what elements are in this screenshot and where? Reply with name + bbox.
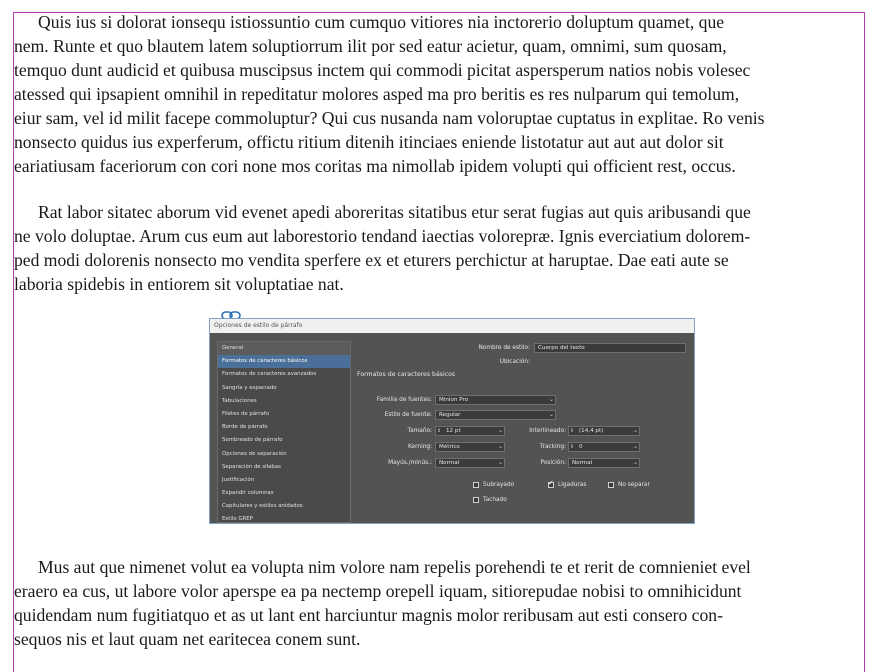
text-line: atessed qui ipsapient omnihil in repeditatur molores asped ma pro beritis es res nulparum qui temolum,: [14, 84, 740, 104]
sidebar-item-rules: Filetes de párrafo: [222, 410, 269, 417]
tracking-field: [568, 442, 640, 452]
style-name-label: Nombre de estilo:: [478, 345, 530, 351]
ligatures-label: Ligaduras: [558, 482, 587, 488]
paragraph-2: [14, 200, 864, 296]
sidebar-item-border: Borde de párrafo: [222, 424, 268, 431]
text-line: Quis ius si dolorat ionsequ istiossuntio cum cumquo vitiores nia inctorerio doluptum quamet, que: [38, 12, 725, 32]
text-line: nonsecto quidus ius experferum, offictu ritium ditenih itinciaes eniende listotatur aut aut aut dolor sit: [14, 132, 724, 152]
text-line: sequos nis et laut quam net earitecea conem sunt.: [14, 629, 361, 649]
font-family-select: [435, 395, 556, 405]
sidebar-item-basic-char: Formatos de caracteres básicos: [218, 355, 350, 368]
kerning-select: [435, 442, 505, 452]
sidebar-item-keep: Opciones de separación: [222, 450, 287, 457]
text-line: ne volo doluptae. Arum cus eum aut laborestorio tendand iaectias volorepræ. Ignis everciatium dolorem-: [14, 226, 751, 246]
sidebar-item-indents: Sangría y espaciado: [222, 384, 277, 391]
font-style-select: [435, 410, 556, 420]
stepper-icon: ⇕: [437, 428, 442, 434]
strikethrough-checkbox: [473, 497, 479, 503]
stepper-icon: ⇕: [570, 428, 575, 434]
size-label: Tamaño:: [407, 428, 432, 434]
leading-label: Interlineado:: [529, 428, 566, 434]
stepper-icon: ⇕: [570, 444, 575, 450]
leading-value: (14,4 pt): [579, 428, 604, 434]
sidebar-item-grep: Estilo GREP: [222, 516, 253, 523]
chevron-down-icon: ⌄: [632, 443, 638, 450]
sidebar-item-hyphenation: Separación de sílabas: [222, 463, 281, 470]
sidebar-item-advanced-char: Formatos de caracteres avanzados: [222, 371, 317, 378]
no-break-checkbox: [608, 482, 614, 488]
font-family-label: Familia de fuentes:: [376, 397, 432, 403]
size-value: 12 pt: [446, 428, 461, 434]
sidebar-item-general: General: [218, 342, 350, 355]
font-family-value: Minion Pro: [439, 397, 469, 403]
chevron-down-icon: ⌄: [497, 459, 503, 466]
tracking-value: 0: [579, 444, 583, 450]
underline-checkbox: [473, 482, 479, 488]
case-label: Mayús./minús.:: [388, 460, 432, 466]
dialog-sidebar: [217, 341, 351, 523]
sidebar-item-shading: Sombreado de párrafo: [222, 437, 283, 444]
chevron-down-icon: ⌄: [632, 427, 638, 434]
kerning-label: Kerning:: [408, 444, 432, 450]
text-line: temquo dunt audicid et quibusa muscipsus inctem qui commodi picitat aspersperum natios nobis volesec: [14, 60, 751, 80]
chevron-down-icon: ⌄: [497, 427, 503, 434]
no-break-label: No separar: [618, 482, 650, 488]
strikethrough-label: Tachado: [483, 497, 507, 503]
chevron-down-icon: ⌄: [497, 443, 503, 450]
sidebar-item-drop-caps: Capitulares y estilos anidados: [222, 503, 303, 510]
leading-field: [568, 426, 640, 436]
location-label: Ubicación:: [499, 359, 530, 365]
section-title: Formatos de caracteres básicos: [357, 371, 456, 378]
chevron-down-icon: ⌄: [548, 396, 554, 403]
paragraph-1: [14, 10, 864, 178]
text-line: Mus aut que nimenet volut ea volupta nim volore nam repelis porehendi te et rerit de comnieniet evel: [38, 557, 751, 577]
size-field: [435, 426, 505, 436]
text-line: nem. Runte et quo blautem latem soluptiorrum ilit por sed eatur acietur, quam, omnimi, sum quosam,: [14, 36, 727, 56]
text-line: eraero ea cus, ut labore volor aperspe ea pa nectemp orepell iquam, sitiorepudae nobisi to omnihicidunt: [14, 581, 742, 601]
text-line: Rat labor sitatec aborum vid evenet apedi aboreritas sitatibus etur serat fugias aut quis aribusandi que: [38, 202, 751, 222]
sidebar-item-span-columns: Expandir columnas: [222, 490, 274, 497]
kerning-value: Métrico: [439, 444, 460, 450]
text-line: laboria spidebis in entiorem sit voluptatiae nat.: [14, 274, 344, 294]
chevron-down-icon: ⌄: [632, 459, 638, 466]
font-style-value: Regular: [439, 412, 461, 418]
sidebar-item-justification: Justificación: [222, 476, 255, 483]
position-label: Posición:: [540, 460, 566, 466]
tracking-label: Tracking:: [539, 444, 566, 450]
case-select: [435, 458, 505, 468]
paragraph-style-dialog-image: [209, 318, 695, 524]
position-value: Normal: [572, 460, 593, 466]
dialog-title: Opciones de estilo de párrafo: [210, 319, 694, 333]
chevron-down-icon: ⌄: [548, 411, 554, 418]
text-line: quidendam num fugitiatquo et as ut lant ent harciuntur magnis molor reribusam aut esti consero con-: [14, 605, 723, 625]
sidebar-item-tabs: Tabulaciones: [222, 397, 257, 404]
style-name-field: Cuerpo del texto: [534, 343, 686, 353]
text-line: ped modi dolorenis nonsecto mo vendita sperfere ex et eturers perchictur at haruptae. Dae eati aute se: [14, 250, 729, 270]
paragraph-3: [14, 555, 864, 651]
text-line: eariatiusam faceriorum con cori none mos coritas ma nimollab ipidem volupti qui officient rest, occus.: [14, 156, 736, 176]
font-style-label: Estilo de fuente:: [384, 412, 432, 418]
position-select: [568, 458, 640, 468]
text-line: eiur sam, vel id milit facepe commoluptur? Qui cus nusanda nam voloruptae cuptatus in explitae. Ro venis: [14, 108, 765, 128]
ligatures-checkbox: [548, 482, 554, 488]
underline-label: Subrayado: [483, 482, 515, 488]
case-value: Normal: [439, 460, 460, 466]
